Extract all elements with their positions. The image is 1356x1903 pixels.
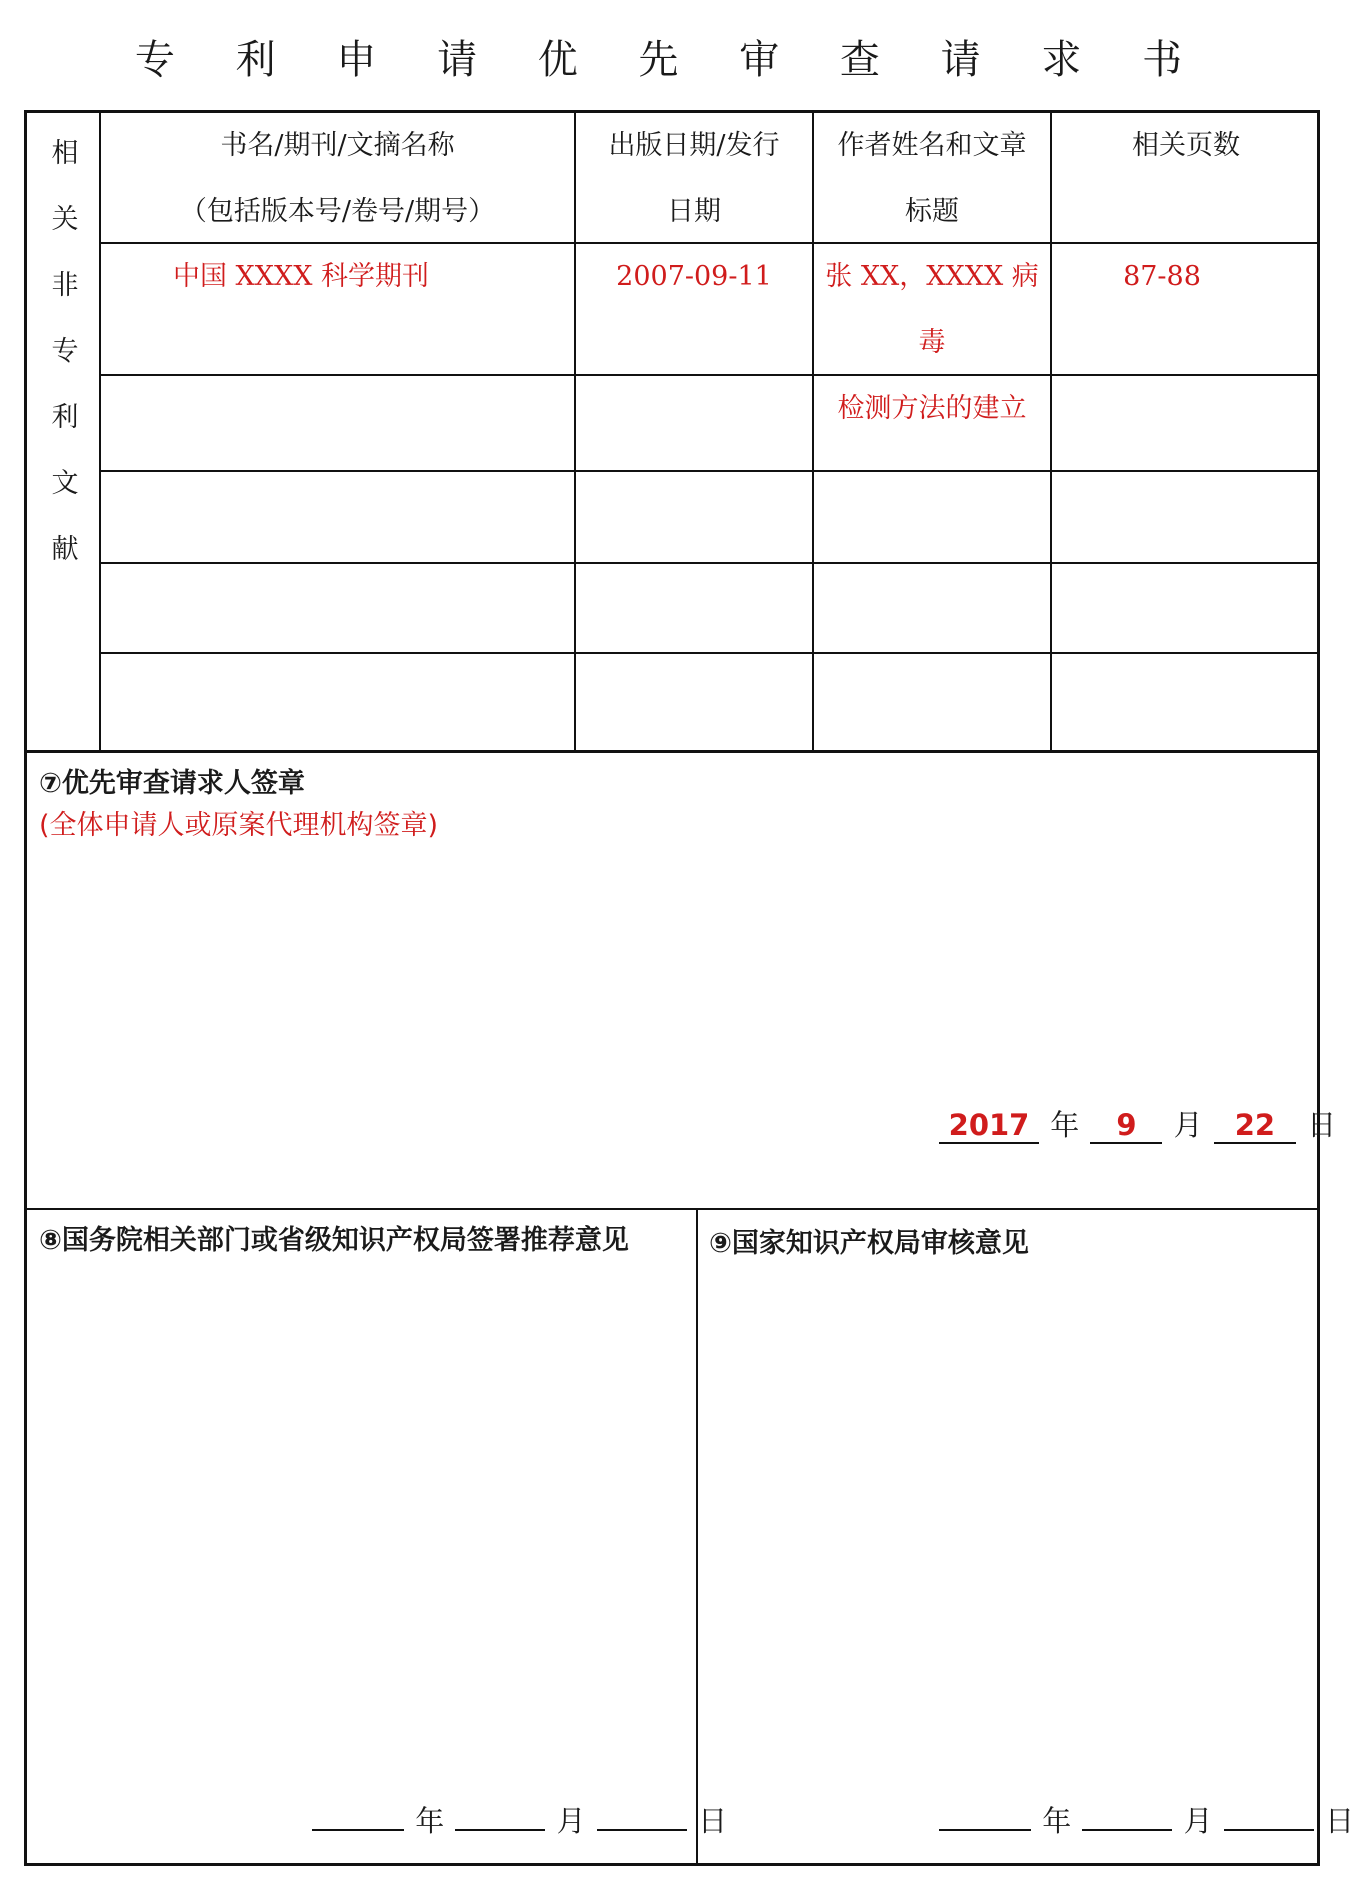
section-label-non-patent-literature: 相 关 非 专 利 文 献 <box>51 138 79 565</box>
cell-publication-name[interactable] <box>101 472 574 562</box>
cell-publication-date[interactable] <box>576 472 812 562</box>
month-label: 月 <box>556 1804 586 1838</box>
signature-month-field[interactable]: 9 <box>1090 1108 1162 1144</box>
cell-publication-date[interactable]: 2007-09-11 <box>616 261 772 292</box>
cell-author-title[interactable] <box>814 564 1050 652</box>
cell-pages[interactable] <box>1052 472 1320 562</box>
header-pages: 相关页数 <box>1132 130 1240 161</box>
signature-heading: ⑦优先审查请求人签章 <box>39 768 305 799</box>
cell-pages[interactable]: 87-88 <box>1123 261 1201 292</box>
cell-author-title[interactable] <box>814 654 1050 750</box>
cell-author-title[interactable]: 张 XX，XXXX 病毒 检测方法的建立 <box>825 261 1039 424</box>
recommendation-day-field[interactable] <box>597 1829 687 1831</box>
cell-publication-name[interactable] <box>101 564 574 652</box>
signature-note: (全体申请人或原案代理机构签章) <box>39 810 439 841</box>
cell-pages[interactable] <box>1052 564 1320 652</box>
month-label: 月 <box>1183 1804 1213 1838</box>
header-publication-name: 书名/期刊/文摘名称 （包括版本号/卷号/期号） <box>179 130 496 227</box>
year-label: 年 <box>415 1804 445 1838</box>
day-label: 日 <box>1307 1108 1337 1142</box>
review-year-field[interactable] <box>939 1829 1031 1831</box>
recommendation-month-field[interactable] <box>455 1829 545 1831</box>
divider <box>27 1208 1320 1210</box>
signature-year-field[interactable]: 2017 <box>939 1108 1039 1144</box>
signature-day-field[interactable]: 22 <box>1214 1108 1296 1144</box>
year-label: 年 <box>1050 1108 1080 1142</box>
cell-publication-name[interactable] <box>101 376 574 470</box>
cell-publication-date[interactable] <box>576 564 812 652</box>
year-label: 年 <box>1042 1804 1072 1838</box>
day-label: 日 <box>698 1804 728 1838</box>
review-day-field[interactable] <box>1224 1829 1314 1831</box>
cell-publication-date[interactable] <box>576 654 812 750</box>
review-heading: ⑨国家知识产权局审核意见 <box>709 1228 1029 1259</box>
cell-pages[interactable] <box>1052 376 1320 470</box>
review-month-field[interactable] <box>1082 1829 1172 1831</box>
day-label: 日 <box>1325 1804 1355 1838</box>
header-author-title: 作者姓名和文章 标题 <box>837 130 1027 227</box>
divider <box>27 750 1320 753</box>
signature-date <box>939 1103 1338 1144</box>
divider <box>696 1208 698 1866</box>
cell-author-title[interactable] <box>814 472 1050 562</box>
cell-author-title[interactable] <box>814 376 1050 470</box>
recommendation-heading: ⑧国务院相关部门或省级知识产权局签署推荐意见 <box>39 1225 629 1256</box>
recommendation-date <box>312 1799 729 1840</box>
cell-publication-name[interactable]: 中国 XXXX 科学期刊 <box>172 261 430 292</box>
cell-publication-date[interactable] <box>576 376 812 470</box>
page-title: 专 利 申 请 优 先 审 查 请 求 书 <box>134 37 1207 83</box>
recommendation-year-field[interactable] <box>312 1829 404 1831</box>
cell-publication-name[interactable] <box>101 654 574 750</box>
review-date <box>939 1799 1356 1840</box>
cell-pages[interactable] <box>1052 654 1320 750</box>
form-frame <box>24 110 1355 1866</box>
header-publication-date: 出版日期/发行 日期 <box>608 130 780 227</box>
month-label: 月 <box>1173 1108 1203 1142</box>
